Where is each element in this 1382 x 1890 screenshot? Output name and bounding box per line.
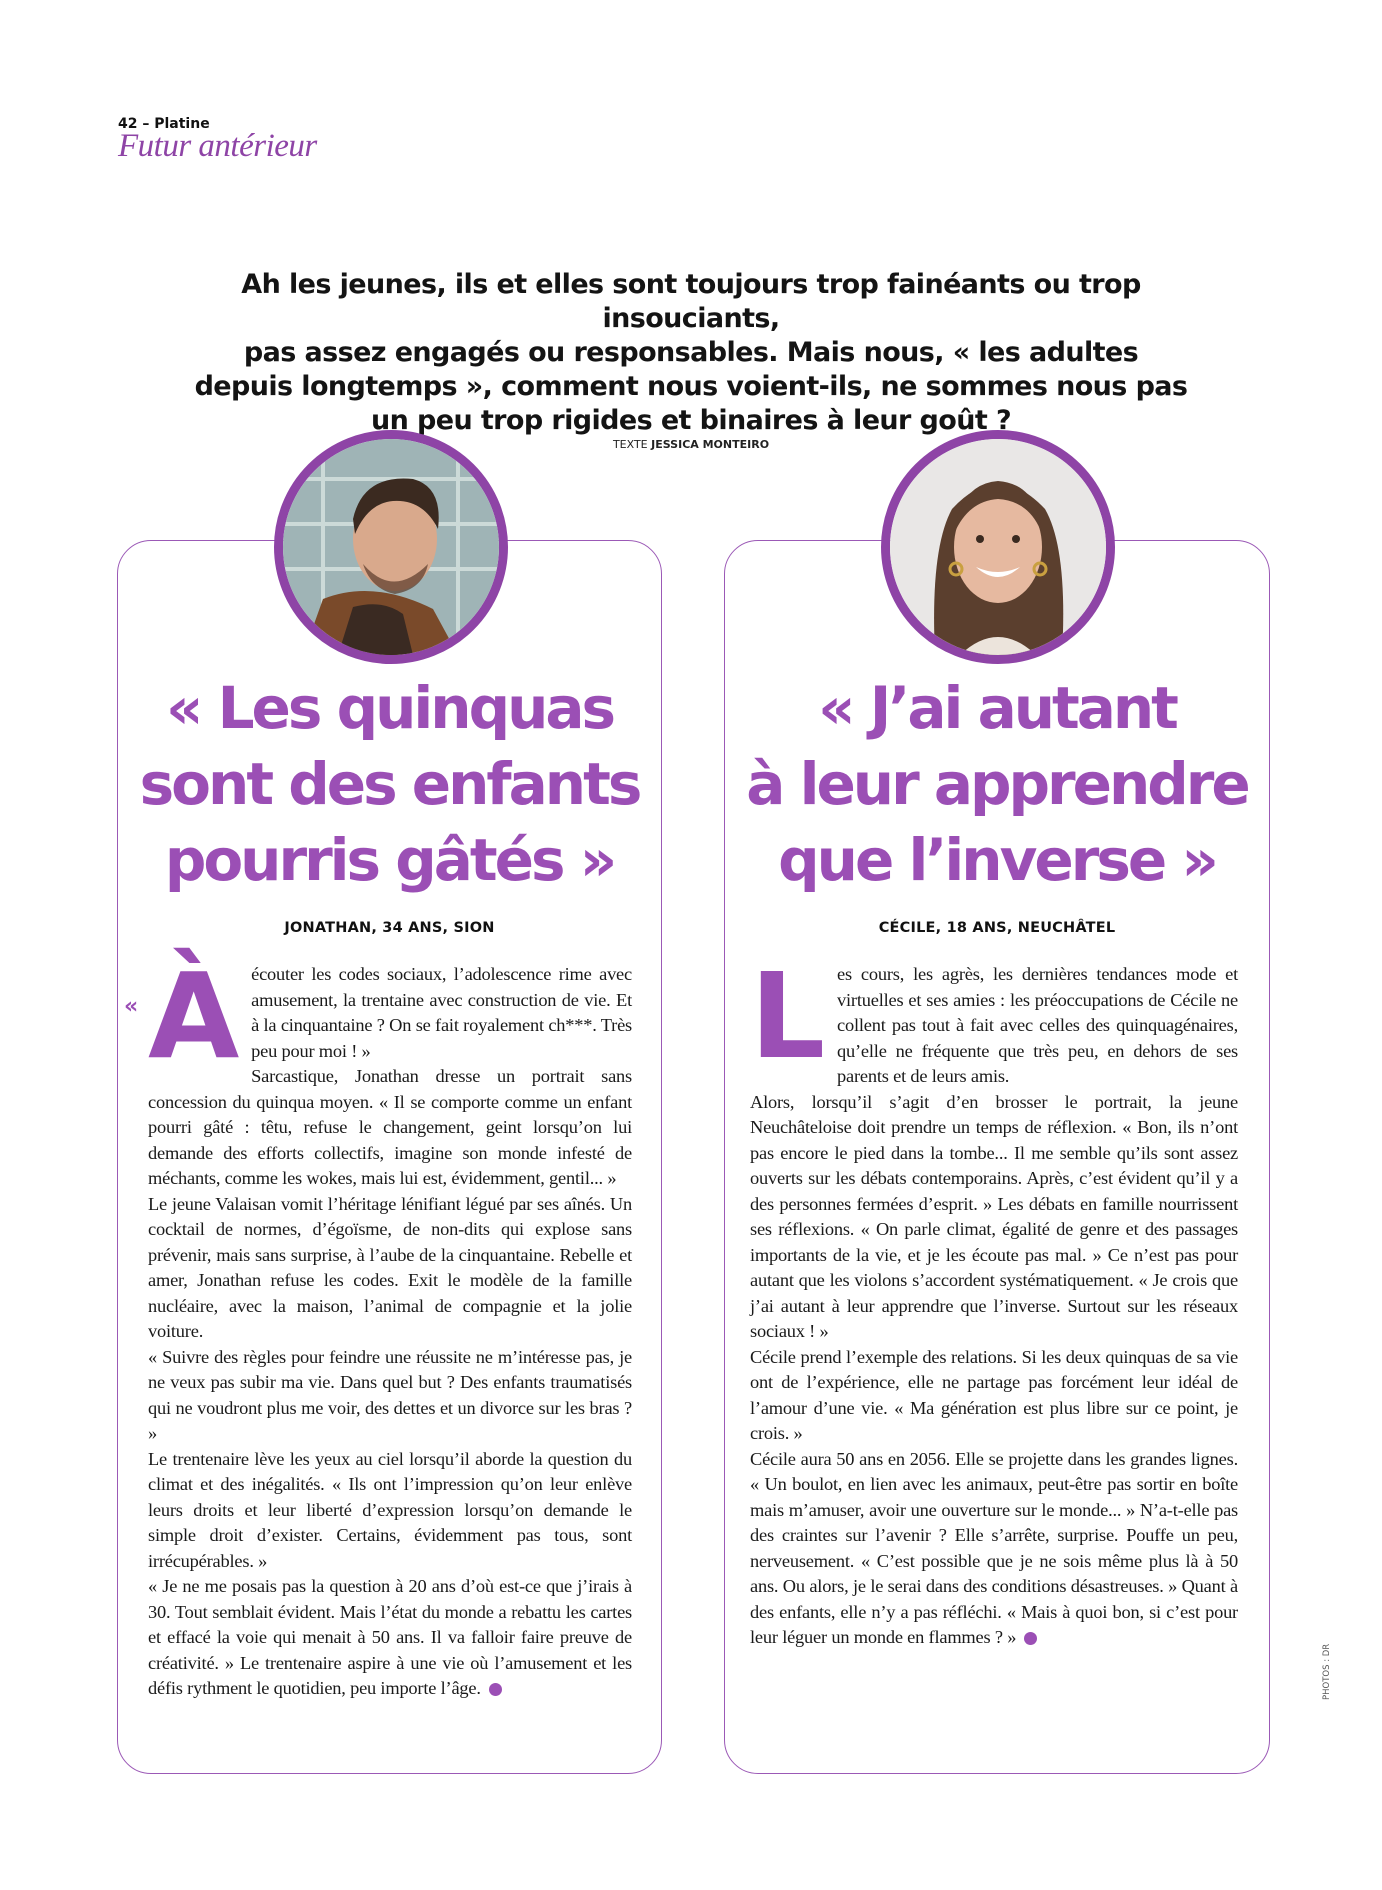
intro-line: depuis longtemps », comment nous voient-ils, ne sommes nous pas [194,371,1188,402]
article-body-right [750,947,1238,1651]
photo-credit: PHOTOS : DR [1322,1643,1332,1700]
article-body-left [148,947,632,1702]
credit-label: TEXTE [612,438,648,451]
quote-line: « Les quinquas [165,674,614,742]
byline-cecile: CÉCILE, 18 ANS, NEUCHÂTEL [878,920,1116,936]
paragraph [148,947,632,1085]
pull-quote-right [724,670,1270,898]
dropcap: L [750,947,825,1085]
magazine-name: Platine [154,116,210,132]
intro-standfirst [160,268,1222,438]
quote-line: à leur apprendre [746,750,1248,818]
quote-line: « J’ai autant [818,674,1176,742]
paragraph-text: es cours, les agrès, les dernières tendances mode et virtuelles et ses amies : les préoccupations de Cécile ne collent pas tout à fait avec celles des quinquagénaires, qu’elle ne fréquente que très peu, en dehors de ses parents et de leurs amis. [837,964,1238,1086]
author-credit [0,438,1382,451]
quote-line: que l’inverse » [778,826,1216,894]
end-mark-icon [489,1683,502,1696]
paragraph: Cécile prend l’exemple des relations. Si les deux quinquas de sa vie ont de l’expérience, elle ne partage pas forcément leur idéal de l’amour d’une vie. « Ma génération est plus libre sur ce point, je crois. » [750,1346,1238,1443]
paragraph-last [750,1447,1238,1651]
paragraph-text: écouter les codes sociaux, l’adolescence rime avec amusement, la trentaine avec construction de vie. Et à la cinquantaine ? On se fait royalement ch***. Très peu pour moi ! » [251,964,632,1061]
rubric-title: Futur antérieur [118,128,317,164]
intro-line: un peu trop rigides et binaires à leur goût ? [370,405,1012,436]
paragraph-text: Cécile aura 50 ans en 2056. Elle se projette dans les grandes lignes. « Un boulot, en lien avec les animaux, peut-être pas sortir en boîte mais m’amuser, avoir une ouverture sur le monde... » N’a-t-elle pas des craintes sur l’avenir ? Elle s’arrête, surprise. Pouffe un peu, nerveusement. « C’est possible que je ne sois même plus là à 50 ans. Ou alors, je le serai dans des conditions désastreuses. » Quant à des enfants, elle n’y a pas réfléchi. « Mais à quoi bon, si c’est pour leur léguer un monde en flammes ? » [750,1448,1238,1647]
paragraph: Alors, lorsqu’il s’agit d’en brosser le portrait, la jeune Neuchâteloise doit prendre un temps de réflexion. « Bon, ils n’ont pas encore le pied dans la tombe... Il me semble qu’ils sont assez ouverts sur les débats contemporains. Après, c’est évident qu’il y a des personnes fermées d’esprit. » Les débats en famille nourrissent ses réflexions. « On parle climat, égalité de genre et des passages importants de la vie, et je les écoute pas mal. » Ce n’est pas pour autant que les violons s’accordent systématiquement. « Je crois que j’ai autant à leur apprendre que l’inverse. Surtout sur les réseaux sociaux ! » [750,1091,1238,1341]
quote-line: sont des enfants [139,750,640,818]
paragraph: Le trentenaire lève les yeux au ciel lorsqu’il aborde la question du climat et des inégalités. « Ils ont l’impression qu’on leur enlève leurs droits et leur liberté d’expression lorsqu’on demande le simple droit d’exister. Certains, évidemment pas tous, sont irrécupérables. » [148,1448,632,1571]
portrait-jonathan-image [283,439,499,655]
dropcap-quote-mark: « [124,994,139,1019]
paragraph-last [148,1574,632,1702]
paragraph-text: « Je ne me posais pas la question à 20 ans d’où est-ce que j’irais à 30. Tout semblait évident. Mais l’état du monde a rebattu les cartes et effacé la voie qui menait à 50 ans. Il va falloir faire preuve de créativité. » Le trentenaire aspire à une vie où l’amusement et les défis rythment le quotidien, peu importe l’âge. [148,1576,632,1698]
page-number: 42 [118,116,138,132]
intro-line: pas assez engagés ou responsables. Mais nous, « les adultes [243,337,1139,368]
folio-separator: – [137,116,155,132]
credit-author: JESSICA MONTEIRO [651,438,770,451]
pull-quote-left [117,670,662,898]
intro-line: Ah les jeunes, ils et elles sont toujours trop fainéants ou trop insouciants, [241,269,1141,334]
portrait-cecile-image [890,439,1106,655]
byline-jonathan: JONATHAN, 34 ANS, SION [284,920,495,936]
paragraph: « Suivre des règles pour feindre une réussite ne m’intéresse pas, je ne veux pas subir ma vie. Dans quel but ? Des enfants traumatisés qui ne voudront plus me voir, des dettes et un divorce sur les bras ? » [148,1346,632,1443]
portrait-jonathan [274,430,508,664]
page-header [118,116,317,165]
paragraph: Sarcastique, Jonathan dresse un portrait sans concession du quinqua moyen. « Il se comporte comme un enfant pourri gâté : têtu, refuse le changement, geint lorsqu’on lui demande des efforts collectifs, imagine son monde infesté de méchants, comme les wokes, mais lui est, évidemment, gentil... » [148,1066,632,1188]
quote-line: pourris gâtés » [164,826,615,894]
portrait-cecile [881,430,1115,664]
paragraph: Le jeune Valaisan vomit l’héritage lénifiant légué par ses aînés. Un cocktail de normes, d’égoïsme, de non-dits qui explose sans prévenir, mais sans surprise, à l’aube de la cinquantaine. Rebelle et amer, Jonathan refuse les codes. Exit le modèle de la famille nucléaire, avec la maison, l’animal de compagnie et la jolie voiture. [148,1193,632,1341]
dropcap: À [148,947,240,1085]
end-mark-icon [1024,1632,1037,1645]
paragraph [750,947,1238,1090]
